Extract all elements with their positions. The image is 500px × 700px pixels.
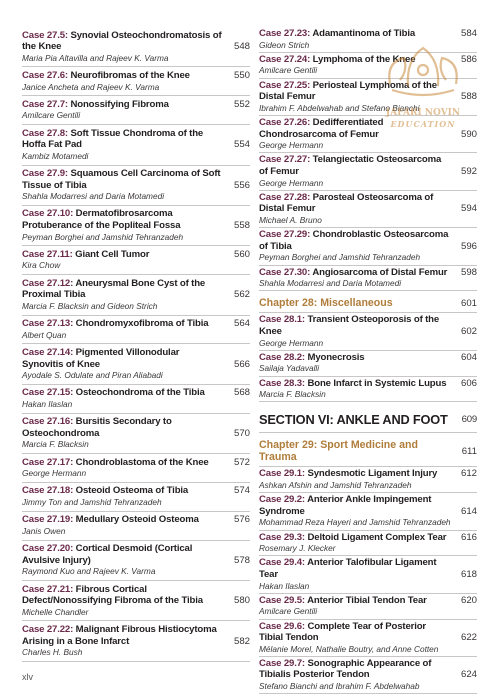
entry-title-line (22, 318, 250, 330)
case-number: Case 27.15: (22, 387, 74, 399)
case-number: Case 27.22: (22, 623, 74, 635)
toc-entry[interactable] (259, 620, 477, 657)
toc-entry[interactable] (259, 351, 477, 377)
case-title: Anterior Talofibular Ligament Tear (259, 557, 437, 580)
page-number: 554 (233, 139, 250, 151)
entry-title-line (259, 314, 477, 337)
page-number: 568 (233, 387, 250, 399)
entry-title (259, 595, 455, 607)
page-number: 624 (460, 669, 477, 681)
page-folio: xlv (22, 672, 33, 682)
entry-title (22, 457, 228, 469)
entry-authors: Hakan Ilaslan (22, 398, 73, 409)
entry-title-line (259, 658, 477, 681)
entry-title (259, 621, 455, 644)
case-title: Angiosarcoma of Distal Femur (312, 266, 448, 278)
case-number: Case 29.1: (259, 468, 305, 480)
page-number: 594 (460, 203, 477, 215)
entry-authors: Peyman Borghei and Jamshid Tehranzadeh (22, 231, 184, 242)
toc-entry[interactable] (259, 191, 477, 228)
entry-title-line (22, 584, 250, 607)
page-number: 584 (460, 28, 477, 39)
entry-authors: Ashkan Afshin and Jamshid Tehranzadeh (259, 479, 412, 490)
case-number: Case 29.5: (259, 594, 305, 606)
entry-authors: Ayodale S. Odulate and Piran Aliabadi (22, 370, 163, 381)
entry-title (259, 192, 455, 215)
entry-title-line (259, 229, 477, 252)
toc-entry[interactable] (259, 377, 477, 403)
entry-authors: Gideon Strich (259, 39, 310, 50)
entry-authors: Sailaja Yadavalli (259, 363, 320, 374)
entry-authors: Amilcare Gentili (22, 110, 81, 121)
page-number: 580 (233, 595, 250, 607)
page-number: 590 (460, 128, 477, 140)
entry-title (22, 584, 228, 607)
page-number: 604 (460, 351, 477, 363)
toc-entry[interactable] (22, 344, 250, 384)
case-number: Case 27.30: (259, 266, 311, 278)
case-list-29 (259, 467, 477, 694)
page-number: 570 (233, 427, 250, 439)
case-number: Case 29.4: (259, 557, 305, 569)
entry-authors: George Hermann (259, 337, 324, 348)
entry-title (22, 624, 228, 647)
case-title: Aneurysmal Bone Cyst of the Proximal Tibia (22, 277, 206, 301)
entry-authors: Michelle Chandler (22, 606, 89, 617)
case-number: Case 27.10: (22, 208, 74, 220)
case-number: Case 27.5: (22, 29, 68, 41)
case-title: Squamous Cell Carcinoma of Soft Tissue of Tibia (22, 168, 221, 191)
toc-entry[interactable] (22, 67, 250, 96)
section-heading-6[interactable] (259, 402, 477, 433)
entry-title-line (259, 154, 477, 177)
entry-title (259, 494, 455, 517)
entry-title (259, 314, 455, 337)
case-title: Bone Infarct in Systemic Lupus (307, 377, 447, 389)
entry-authors: Maria Pia Altavilla and Rajeev K. Varma (22, 52, 169, 63)
entry-title-line (22, 416, 250, 439)
entry-title (259, 378, 455, 390)
page-number: 564 (233, 318, 250, 330)
toc-entry[interactable] (22, 246, 250, 275)
case-number: Case 29.7: (259, 657, 305, 669)
entry-title-line (259, 192, 477, 215)
entry-title-line (22, 485, 250, 497)
entry-title-line (22, 30, 250, 53)
toc-entry[interactable] (22, 385, 250, 414)
case-number: Case 27.8: (22, 127, 68, 139)
case-title: Transient Osteoporosis of the Knee (259, 314, 440, 337)
entry-authors: Kambiz Motamedi (22, 150, 89, 161)
case-number: Case 27.23: (259, 28, 311, 39)
entry-title (22, 128, 228, 151)
case-number: Case 27.20: (22, 543, 74, 555)
page-number: 578 (233, 554, 250, 566)
page-number: 611 (461, 445, 477, 457)
case-number: Case 29.6: (259, 620, 305, 632)
case-number: Case 27.28: (259, 191, 311, 203)
case-title: Anterior Ankle Impingement Syndrome (259, 494, 432, 517)
entry-title-line (259, 28, 477, 40)
entry-title (259, 154, 455, 177)
page-number: 592 (460, 165, 477, 177)
entry-title-line (259, 621, 477, 644)
entry-title-line (259, 557, 477, 580)
case-number: Case 27.29: (259, 229, 311, 241)
case-number: Case 28.3: (259, 377, 305, 389)
entry-authors: Jimmy Ton and Jamshid Tehranzadeh (22, 497, 162, 508)
case-title: Cortical Desmoid (Cortical Avulsive Injury) (22, 543, 193, 566)
case-title: Neurofibromas of the Knee (70, 69, 190, 81)
entry-authors: Kira Chow (22, 260, 61, 271)
watermark-crown-icon (378, 40, 468, 106)
toc-entry[interactable] (22, 316, 250, 345)
entry-title (22, 514, 228, 526)
entry-authors: George Hermann (259, 140, 324, 151)
page-number: 598 (460, 266, 477, 278)
page-number: 586 (460, 53, 477, 65)
toc-entry[interactable] (259, 657, 477, 694)
entry-authors: Ibrahim F. Abdelwahab and Stefano Bianchi (259, 102, 420, 113)
toc-entry[interactable] (22, 581, 250, 621)
entry-title-line (259, 352, 477, 364)
entry-title (22, 485, 228, 497)
entry-authors: Raymond Kuo and Rajeev K. Varma (22, 566, 156, 577)
chapter-heading-29[interactable] (259, 433, 477, 467)
entry-title-line (22, 514, 250, 526)
entry-title-line (22, 624, 250, 647)
page-number: 622 (460, 632, 477, 644)
entry-title-line (22, 347, 250, 370)
page-number: 616 (460, 531, 477, 543)
page-number: 558 (233, 220, 250, 232)
entry-title (22, 168, 228, 191)
toc-entry[interactable] (22, 512, 250, 541)
page-number: 572 (233, 456, 250, 468)
case-number: Case 27.16: (22, 416, 74, 428)
page-number: 556 (233, 179, 250, 191)
entry-title-line (259, 595, 477, 607)
case-title: Syndesmotic Ligament Injury (307, 468, 438, 480)
case-number: Case 27.25: (259, 79, 311, 91)
case-title: Parosteal Osteosarcoma of Distal Femur (259, 191, 434, 215)
chapter-heading-28[interactable] (259, 291, 477, 313)
entry-title-line (22, 457, 250, 469)
chapter-title: Chapter 28: Miscellaneous (259, 297, 393, 310)
case-title: Chondroblastic Osteosarcoma of Tibia (259, 229, 449, 252)
entry-title-line (259, 494, 477, 517)
entry-title (259, 229, 455, 252)
entry-authors: Rosemary J. Klecker (259, 543, 336, 554)
case-number: Case 27.12: (22, 277, 74, 289)
watermark-brand: JAFARI NOVIN (385, 108, 461, 118)
entry-title-line (259, 532, 477, 544)
case-title: Bursitis Secondary to Osteochondroma (22, 416, 172, 439)
entry-title-line (259, 378, 477, 390)
entry-title-line (22, 543, 250, 566)
toc-entry[interactable] (259, 594, 477, 620)
case-title: Periosteal Lymphoma of the Distal Femur (259, 79, 437, 103)
entry-authors: Charles H. Bush (22, 647, 83, 658)
case-number: Case 27.14: (22, 346, 74, 358)
entry-title (259, 557, 455, 580)
entry-title (22, 208, 228, 231)
entry-authors: Hakan Ilaslan (259, 580, 310, 591)
entry-title (22, 543, 228, 566)
entry-title-line (22, 128, 250, 151)
entry-authors: Mélanie Morel, Nathalie Boutry, and Anne Cotten (259, 643, 439, 654)
entry-title (22, 70, 228, 82)
entry-title (259, 267, 455, 279)
case-number: Case 27.17: (22, 456, 74, 468)
toc-entry[interactable] (22, 483, 250, 512)
page-number: 612 (460, 468, 477, 480)
entry-title-line (22, 387, 250, 399)
entry-authors: Marcia F. Blacksin (259, 389, 326, 400)
case-title: Fibrous Cortical Defect/Nonossifying Fibroma of the Tibia (22, 583, 203, 607)
publisher-watermark-logo (378, 40, 468, 135)
page-number: 609 (461, 414, 477, 426)
watermark-subtitle: EDUCATION (390, 119, 456, 129)
entry-title (22, 30, 228, 53)
entry-title (22, 318, 228, 330)
case-title: Telangiectatic Osteosarcoma of Femur (259, 154, 442, 177)
entry-authors: Albert Quan (22, 329, 67, 340)
case-number: Case 27.27: (259, 154, 311, 166)
entry-title (259, 468, 455, 480)
case-title: Giant Cell Tumor (75, 248, 150, 260)
entry-authors: George Hermann (259, 177, 324, 188)
page-number: 566 (233, 358, 250, 370)
case-title: Complete Tear of Posterior Tibial Tendon (259, 620, 427, 644)
case-title: Malignant Fibrous Histiocytoma Arising in a Bone Infarct (22, 623, 217, 647)
case-number: Case 28.1: (259, 314, 305, 326)
toc-entry[interactable] (22, 27, 250, 67)
toc-entry[interactable] (22, 414, 250, 454)
entry-authors: Peyman Borghei and Jamshid Tehranzadeh (259, 252, 421, 263)
toc-entry[interactable] (22, 275, 250, 315)
case-number: Case 28.2: (259, 351, 305, 363)
case-title: Lymphoma of the Knee (312, 53, 416, 65)
entry-title-line (22, 249, 250, 261)
toc-entry[interactable] (259, 556, 477, 593)
case-number: Case 27.21: (22, 583, 74, 595)
entry-title (22, 99, 228, 111)
page-number: 606 (460, 377, 477, 389)
entry-authors: Janice Ancheta and Rajeev K. Varma (22, 81, 160, 92)
case-number: Case 27.24: (259, 53, 311, 65)
case-number: Case 27.7: (22, 98, 68, 110)
page-number: 614 (460, 505, 477, 517)
chapter-title: Chapter 29: Sport Medicine and Trauma (259, 439, 418, 464)
entry-title (22, 249, 228, 261)
section-title: SECTION VI: ANKLE AND FOOT (259, 412, 448, 428)
toc-entry[interactable] (22, 621, 250, 661)
case-title: Chondroblastoma of the Knee (75, 456, 209, 468)
page-number: 618 (460, 568, 477, 580)
toc-entry[interactable] (259, 313, 477, 350)
entry-title (22, 278, 228, 301)
toc-entry[interactable] (22, 541, 250, 581)
toc-entry[interactable] (22, 454, 250, 483)
page-number: 602 (460, 325, 477, 337)
case-title: Myonecrosis (307, 351, 365, 363)
case-number: Case 27.11: (22, 248, 73, 260)
case-title: Sonographic Appearance of Tibialis Posterior Tendon (259, 657, 432, 681)
toc-entry[interactable] (259, 153, 477, 190)
page-number: 588 (460, 91, 477, 103)
case-title: Anterior Tibial Tendon Tear (307, 594, 427, 606)
case-title: Nonossifying Fibroma (70, 98, 169, 110)
entry-title-line (22, 168, 250, 191)
page-number: 550 (233, 69, 250, 81)
entry-title-line (22, 99, 250, 111)
case-number: Case 27.9: (22, 168, 68, 180)
entry-title (259, 658, 455, 681)
entry-authors: Marcia F. Blacksin (22, 439, 89, 450)
case-title: Dedifferentiated Chondrosarcoma of Femur (259, 116, 384, 140)
page-number: 601 (460, 297, 477, 309)
entry-title (22, 416, 228, 439)
entry-title (259, 352, 455, 364)
page-number: 562 (233, 289, 250, 301)
entry-title-line (259, 267, 477, 279)
toc-entry[interactable] (22, 166, 250, 206)
page-number: 596 (460, 240, 477, 252)
case-title: Adamantinoma of Tibia (312, 28, 416, 39)
entry-authors: Mohammad Reza Hayeri and Jamshid Tehranzadeh (259, 517, 451, 528)
case-number: Case 27.26: (259, 116, 311, 128)
entry-authors: George Hermann (22, 468, 87, 479)
case-title: Pigmented Villonodular Synovitis of Knee (22, 346, 180, 370)
entry-title-line (259, 468, 477, 480)
toc-entry[interactable] (22, 206, 250, 246)
toc-entry[interactable] (259, 266, 477, 292)
entry-authors: Amilcare Gentili (259, 65, 318, 76)
entry-authors: Michael A. Bruno (259, 214, 322, 225)
entry-authors: Shahla Modarresi and Daria Motamedi (22, 191, 165, 202)
case-title: Dermatofibrosarcoma Protuberance of the Popliteal Fossa (22, 208, 181, 232)
page-number: 576 (233, 514, 250, 526)
case-number: Case 27.18: (22, 485, 74, 497)
toc-entry[interactable] (259, 531, 477, 557)
page-number: 620 (460, 594, 477, 606)
case-number: Case 27.19: (22, 514, 74, 526)
entry-authors: Amilcare Gentili (259, 606, 318, 617)
entry-title-line (22, 208, 250, 231)
entry-title (22, 347, 228, 370)
case-title: Deltoid Ligament Complex Tear (307, 531, 447, 543)
toc-entry[interactable] (22, 125, 250, 165)
case-number: Case 27.13: (22, 318, 74, 330)
page-number: 560 (233, 248, 250, 260)
entry-authors: Janis Owen (22, 525, 66, 536)
page-number: 552 (233, 98, 250, 110)
case-number: Case 29.3: (259, 531, 305, 543)
entry-authors: Stefano Bianchi and Ibrahim F. Abdelwahab (259, 681, 420, 692)
entry-authors: Marcia F. Blacksin and Gideon Strich (22, 300, 158, 311)
entry-title (259, 28, 455, 40)
case-number: Case 29.2: (259, 494, 305, 506)
toc-entry[interactable] (259, 493, 477, 530)
toc-entry[interactable] (259, 467, 477, 493)
entry-title-line (22, 278, 250, 301)
page-number: 582 (233, 635, 250, 647)
page-number: 548 (233, 41, 250, 53)
case-list-28 (259, 313, 477, 402)
entry-title (22, 387, 228, 399)
page-number: 574 (233, 485, 250, 497)
case-number: Case 27.6: (22, 69, 68, 81)
entry-title (259, 532, 455, 544)
toc-entry[interactable] (22, 96, 250, 125)
case-title: Soft Tissue Chondroma of the Hoffa Fat Pad (22, 127, 204, 151)
case-title: Medullary Osteoid Osteoma (75, 514, 199, 526)
case-title: Osteochondroma of the Tibia (75, 387, 205, 399)
toc-left-column (22, 27, 250, 662)
toc-entry[interactable] (259, 228, 477, 265)
entry-authors: Shahla Modarresi and Daria Motamedi (259, 278, 402, 289)
case-title: Chondromyxofibroma of Tibia (75, 318, 209, 330)
case-title: Osteoid Osteoma of Tibia (75, 485, 189, 497)
case-title: Synovial Osteochondromatosis of the Knee (22, 29, 222, 53)
entry-title-line (22, 70, 250, 82)
